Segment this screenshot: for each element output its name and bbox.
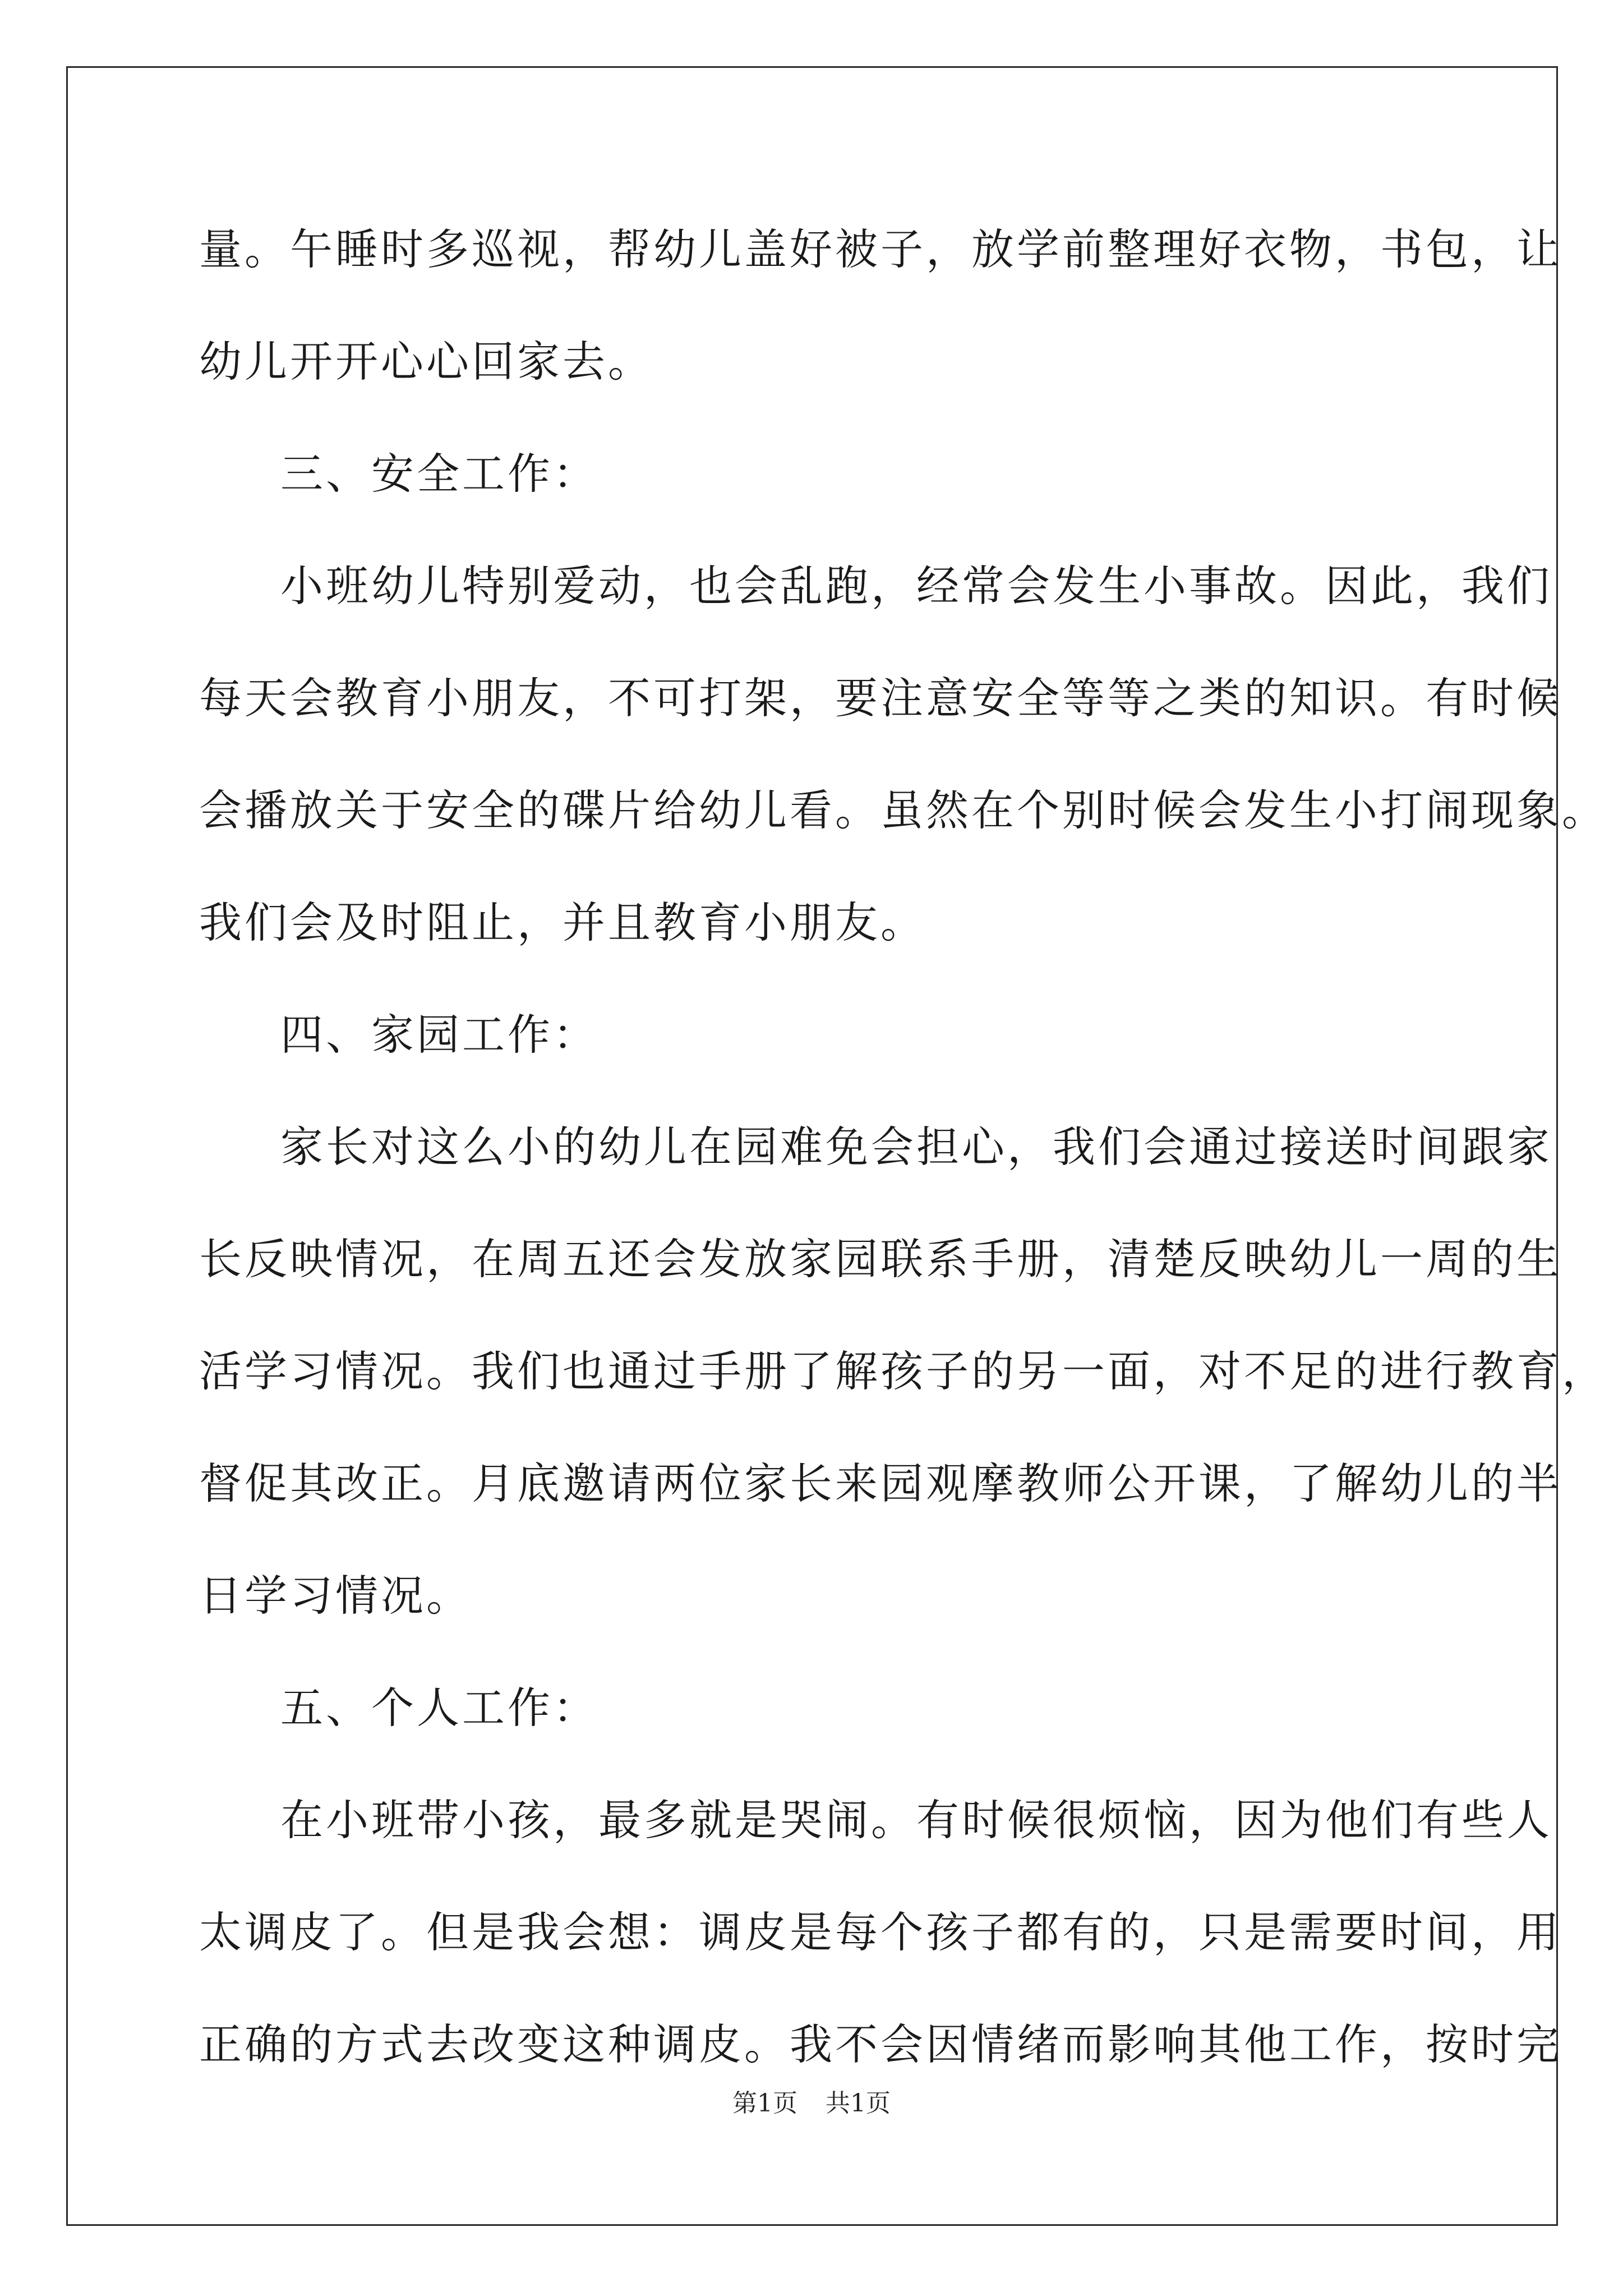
text-line: 正确的方式去改变这种调皮。我不会因情绪而影响其他工作，按时完 bbox=[199, 2019, 1562, 2069]
text-line: 督促其改正。月底邀请两位家长来园观摩教师公开课，了解幼儿的半 bbox=[199, 1458, 1562, 1508]
section-heading: 四、家园工作： bbox=[280, 1010, 598, 1060]
page-total: 共1页 bbox=[826, 2089, 891, 2118]
text-line: 在小班带小孩，最多就是哭闹。有时候很烦恼，因为他们有些人 bbox=[280, 1795, 1552, 1845]
text-line: 量。午睡时多巡视，帮幼儿盖好被子，放学前整理好衣物，书包，让 bbox=[199, 224, 1562, 274]
text-line: 小班幼儿特别爱动，也会乱跑，经常会发生小事故。因此，我们 bbox=[280, 561, 1552, 611]
text-line: 长反映情况，在周五还会发放家园联系手册，清楚反映幼儿一周的生 bbox=[199, 1234, 1562, 1284]
text-line: 家长对这么小的幼儿在园难免会担心，我们会通过接送时间跟家 bbox=[280, 1122, 1552, 1172]
text-line: 活学习情况。我们也通过手册了解孩子的另一面，对不足的进行教育， bbox=[199, 1346, 1607, 1396]
text-line: 每天会教育小朋友，不可打架，要注意安全等等之类的知识。有时候 bbox=[199, 673, 1562, 723]
text-line: 会播放关于安全的碟片给幼儿看。虽然在个别时候会发生小打闹现象。 bbox=[199, 785, 1607, 835]
section-heading: 三、安全工作： bbox=[280, 449, 598, 499]
text-line: 太调皮了。但是我会想：调皮是每个孩子都有的，只是需要时间，用 bbox=[199, 1907, 1562, 1957]
page-footer bbox=[0, 2087, 1623, 2120]
text-line: 日学习情况。 bbox=[199, 1571, 472, 1621]
text-line: 我们会及时阻止，并且教育小朋友。 bbox=[199, 898, 926, 947]
section-heading: 五、个人工作： bbox=[280, 1683, 598, 1733]
page-number: 第1页 bbox=[732, 2089, 797, 2118]
text-line: 幼儿开开心心回家去。 bbox=[199, 337, 653, 386]
